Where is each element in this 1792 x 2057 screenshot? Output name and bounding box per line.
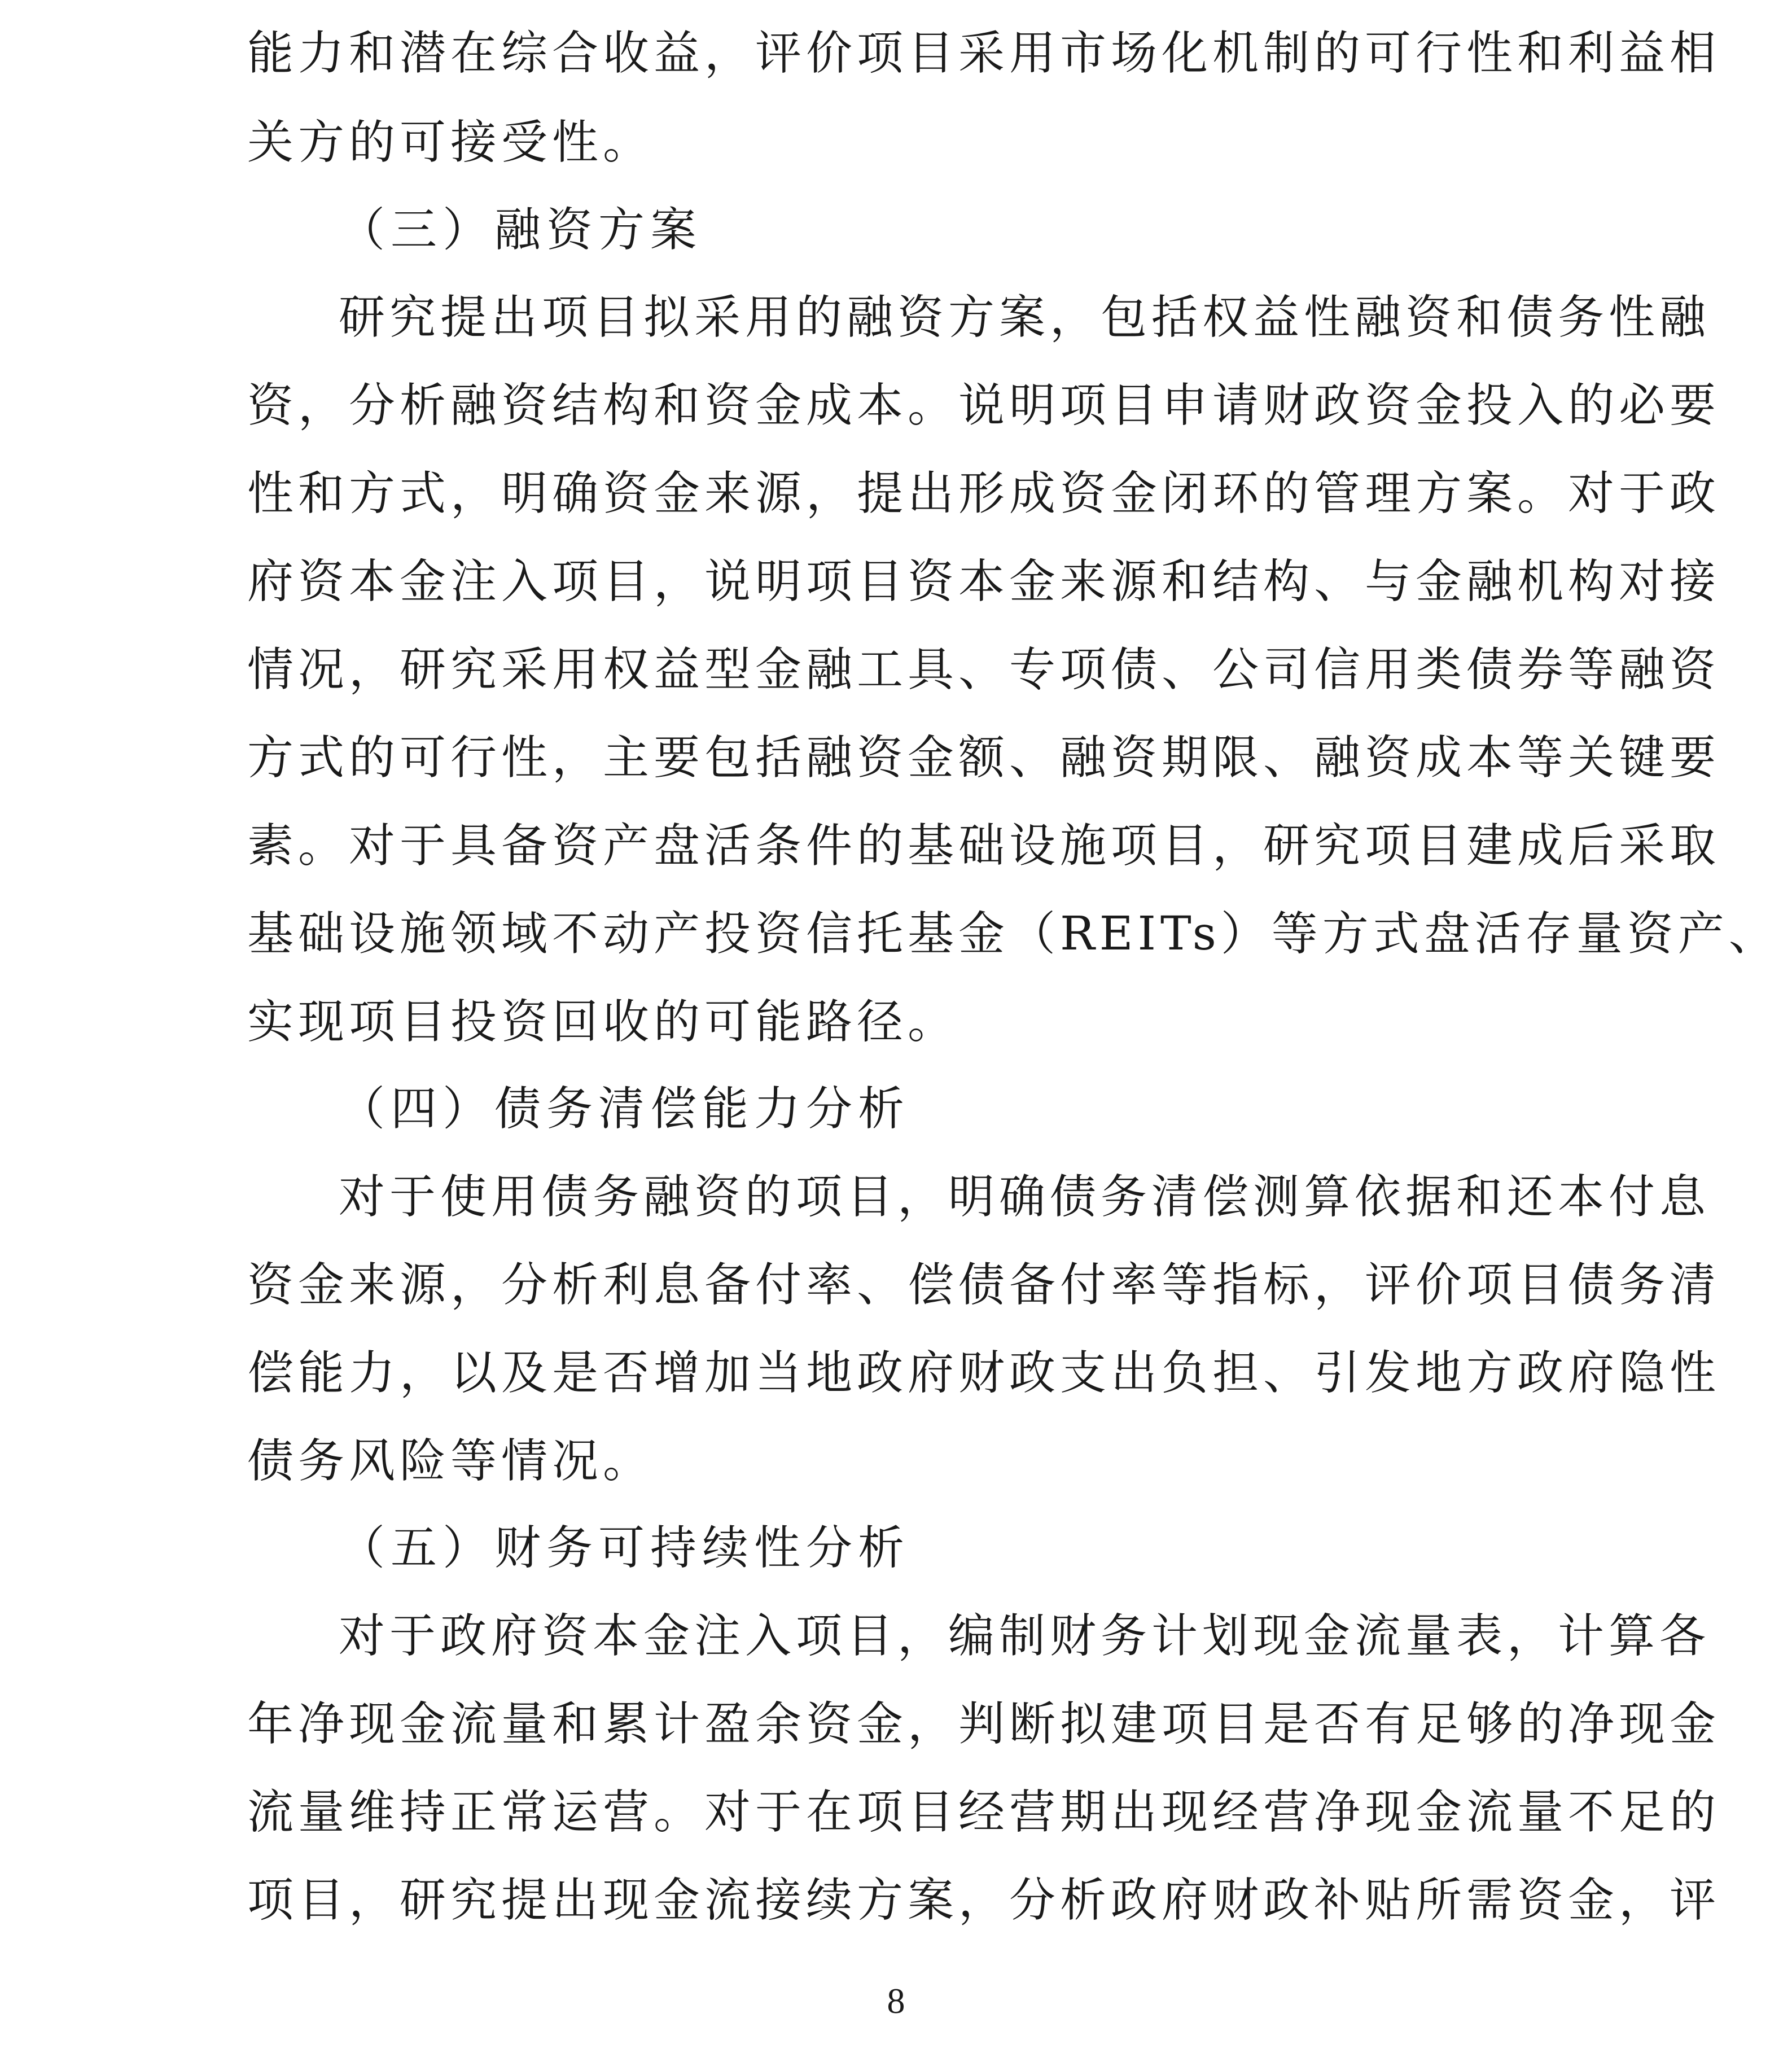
section-heading: （五）财务可持续性分析: [339, 1521, 910, 1575]
paragraph-line: 对于使用债务融资的项目，明确债务清偿测算依据和还本付息: [339, 1170, 1711, 1224]
paragraph-line: 素。对于具备资产盘活条件的基础设施项目，研究项目建成后采取: [247, 819, 1721, 873]
paragraph-line: 对于政府资本金注入项目，编制财务计划现金流量表，计算各: [339, 1609, 1711, 1663]
paragraph-line: 能力和潜在综合收益，评价项目采用市场化机制的可行性和利益相: [247, 27, 1721, 80]
paragraph-line: 实现项目投资回收的可能路径。: [247, 995, 959, 1049]
paragraph-line: 债务风险等情况。: [247, 1434, 654, 1488]
page-number: 8: [887, 1981, 905, 2021]
section-heading: （四）债务清偿能力分析: [339, 1082, 910, 1136]
paragraph-line: 研究提出项目拟采用的融资方案，包括权益性融资和债务性融: [339, 291, 1711, 344]
paragraph-line: 年净现金流量和累计盈余资金，判断拟建项目是否有足够的净现金: [247, 1697, 1721, 1751]
paragraph-line: 性和方式，明确资金来源，提出形成资金闭环的管理方案。对于政: [247, 467, 1721, 520]
paragraph-line: 项目，研究提出现金流接续方案，分析政府财政补贴所需资金，评: [247, 1874, 1721, 1927]
paragraph-line: 资，分析融资结构和资金成本。说明项目申请财政资金投入的必要: [247, 379, 1721, 432]
paragraph-line: 资金来源，分析利息备付率、偿债备付率等指标，评价项目债务清: [247, 1258, 1721, 1312]
section-heading: （三）融资方案: [339, 203, 703, 257]
paragraph-line: 基础设施领域不动产投资信托基金（REITs）等方式盘活存量资产、: [247, 907, 1780, 961]
paragraph-line: 关方的可接受性。: [247, 116, 654, 169]
paragraph-line: 流量维持正常运营。对于在项目经营期出现经营净现金流量不足的: [247, 1785, 1721, 1839]
paragraph-line: 府资本金注入项目，说明项目资本金来源和结构、与金融机构对接: [247, 555, 1721, 609]
paragraph-line: 方式的可行性，主要包括融资金额、融资期限、融资成本等关键要: [247, 731, 1721, 785]
paragraph-line: 偿能力，以及是否增加当地政府财政支出负担、引发地方政府隐性: [247, 1346, 1721, 1400]
paragraph-line: 情况，研究采用权益型金融工具、专项债、公司信用类债券等融资: [247, 643, 1721, 697]
